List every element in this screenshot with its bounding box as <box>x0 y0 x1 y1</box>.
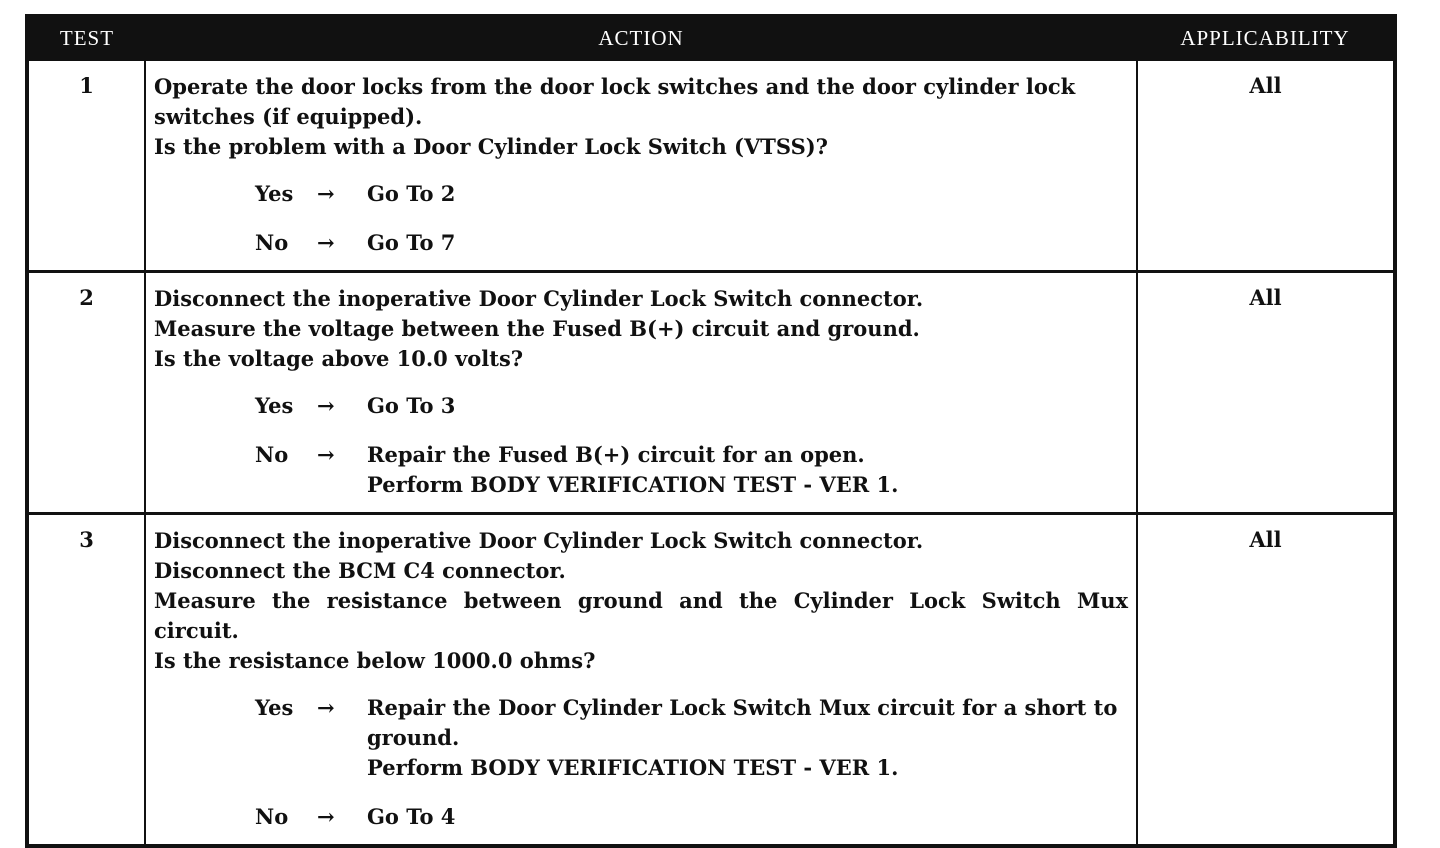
header-row <box>27 16 1395 60</box>
branch-answer: Yes <box>255 393 294 418</box>
action-step: Is the problem with a Door Cylinder Lock Switch (VTSS)? <box>154 134 828 159</box>
diagnostic-test-table <box>25 14 1397 848</box>
branch-answer: No <box>255 230 289 255</box>
branch-result <box>367 802 1128 832</box>
applicability-value: All <box>1137 272 1395 514</box>
table-row <box>27 60 1395 272</box>
decision-branch <box>154 179 1128 209</box>
decision-branch <box>154 802 1128 832</box>
result-line: Perform BODY VERIFICATION TEST - VER 1. <box>367 755 899 780</box>
action-cell <box>145 272 1137 514</box>
action-step: Disconnect the inoperative Door Cylinder Lock Switch connector. <box>154 528 924 553</box>
branch-answer: No <box>255 442 289 467</box>
action-step: Disconnect the inoperative Door Cylinder Lock Switch connector. <box>154 286 924 311</box>
branch-result <box>367 440 1128 500</box>
action-step: Is the resistance below 1000.0 ohms? <box>154 648 596 673</box>
action-step: Is the voltage above 10.0 volts? <box>154 346 524 371</box>
right-arrow-icon: → <box>317 442 335 467</box>
result-line: Repair the Fused B(+) circuit for an open. <box>367 442 865 467</box>
applicability-value: All <box>1137 514 1395 847</box>
result-line: ground. <box>367 725 460 750</box>
header-action: ACTION <box>145 16 1137 60</box>
decision-branch <box>154 693 1128 783</box>
right-arrow-icon: → <box>317 804 335 829</box>
result-line: Go To 3 <box>367 393 456 418</box>
action-step: switches (if equipped). <box>154 104 423 129</box>
result-line: Repair the Door Cylinder Lock Switch Mux circuit for a short to <box>367 695 1118 720</box>
action-step: Operate the door locks from the door lock switches and the door cylinder lock <box>154 74 1076 99</box>
action-step: Measure the voltage between the Fused B(+) circuit and ground. <box>154 316 920 341</box>
branch-result <box>367 228 1128 258</box>
decision-branch <box>154 391 1128 421</box>
branch-answer: No <box>255 804 289 829</box>
decision-branches <box>154 179 1128 258</box>
result-line: Go To 7 <box>367 230 456 255</box>
decision-branches <box>154 693 1128 832</box>
right-arrow-icon: → <box>317 393 335 418</box>
branch-result <box>367 693 1128 783</box>
test-number: 3 <box>27 514 145 847</box>
branch-answer: Yes <box>255 181 294 206</box>
applicability-value: All <box>1137 60 1395 272</box>
result-line: Go To 2 <box>367 181 456 206</box>
action-cell <box>145 60 1137 272</box>
decision-branches <box>154 391 1128 500</box>
decision-branch <box>154 440 1128 500</box>
header-applicability: APPLICABILITY <box>1137 16 1395 60</box>
decision-branch <box>154 228 1128 258</box>
table-row <box>27 272 1395 514</box>
table-body <box>27 60 1395 847</box>
branch-answer: Yes <box>255 695 294 720</box>
action-step: Measure the resistance between ground and the Cylinder Lock Switch Mux circuit. <box>154 588 1128 643</box>
right-arrow-icon: → <box>317 230 335 255</box>
branch-result <box>367 391 1128 421</box>
result-line: Go To 4 <box>367 804 456 829</box>
header-test: TEST <box>27 16 145 60</box>
right-arrow-icon: → <box>317 181 335 206</box>
action-step: Disconnect the BCM C4 connector. <box>154 558 566 583</box>
result-line: Perform BODY VERIFICATION TEST - VER 1. <box>367 472 899 497</box>
right-arrow-icon: → <box>317 695 335 720</box>
table-row <box>27 514 1395 847</box>
action-cell <box>145 514 1137 847</box>
table-header <box>27 16 1395 60</box>
branch-result <box>367 179 1128 209</box>
test-number: 1 <box>27 60 145 272</box>
test-number: 2 <box>27 272 145 514</box>
